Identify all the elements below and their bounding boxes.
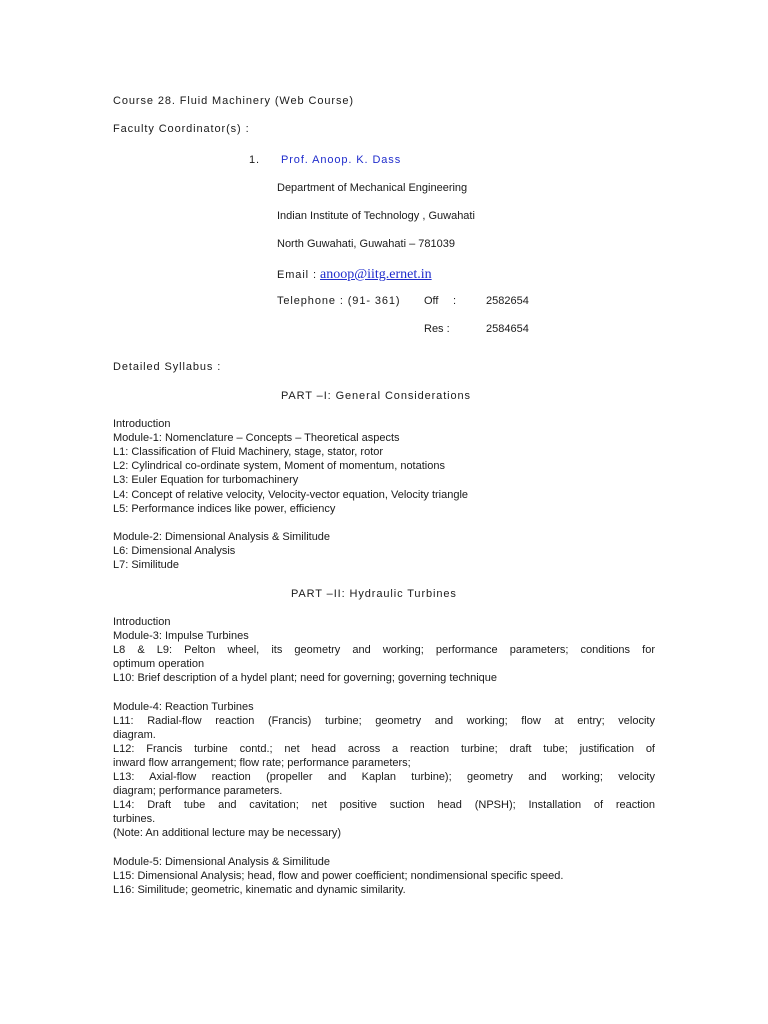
coordinator-department: Department of Mechanical Engineering — [277, 182, 468, 194]
lecture-l13-cont: diagram; performance parameters. — [113, 785, 283, 797]
module-4: Module-4: Reaction Turbines — [113, 701, 254, 713]
module-5: Module-5: Dimensional Analysis & Similitude — [113, 856, 331, 868]
part2-title: PART –II: Hydraulic Turbines — [291, 588, 457, 600]
coordinator-address: North Guwahati, Guwahati – 781039 — [277, 238, 455, 250]
lecture-l7: L7: Similitude — [113, 559, 180, 571]
coordinator-name: Prof. Anoop. K. Dass — [281, 154, 402, 166]
faculty-label: Faculty Coordinator(s) : — [113, 123, 250, 135]
syllabus-label: Detailed Syllabus : — [113, 361, 222, 373]
lecture-l12-cont: inward flow arrangement; flow rate; performance parameters; — [113, 757, 411, 769]
email-row — [277, 268, 432, 282]
off-colon: : — [453, 295, 457, 307]
email-link[interactable]: anoop@iitg.ernet.in — [319, 267, 432, 282]
course-title: Course 28. Fluid Machinery (Web Course) — [113, 95, 354, 107]
lecture-l5: L5: Performance indices like power, efficiency — [113, 503, 336, 515]
res-number: 2584654 — [486, 323, 529, 335]
part1-intro: Introduction — [113, 418, 171, 430]
lecture-l14-cont: turbines. — [113, 813, 156, 825]
module-1: Module-1: Nomenclature – Concepts – Theoretical aspects — [113, 432, 400, 444]
part2-intro: Introduction — [113, 616, 171, 628]
res-label: Res : — [424, 323, 450, 335]
lecture-l10: L10: Brief description of a hydel plant; need for governing; governing technique — [113, 672, 498, 684]
lecture-l1: L1: Classification of Fluid Machinery, stage, stator, rotor — [113, 446, 384, 458]
lecture-l8-l9-cont: optimum operation — [113, 658, 205, 670]
coordinator-number: 1. — [249, 154, 260, 166]
lecture-l4: L4: Concept of relative velocity, Velocity-vector equation, Velocity triangle — [113, 489, 469, 501]
module-2: Module-2: Dimensional Analysis & Similitude — [113, 531, 331, 543]
module-3: Module-3: Impulse Turbines — [113, 630, 249, 642]
lecture-l13: L13: Axial-flow reaction (propeller and Kaplan turbine); geometry and working; velocity — [113, 771, 655, 783]
lecture-l14: L14: Draft tube and cavitation; net positive suction head (NPSH); Installation of reaction — [113, 799, 655, 811]
lecture-l15: L15: Dimensional Analysis; head, flow and power coefficient; nondimensional specific speed. — [113, 870, 564, 882]
lecture-l8-l9: L8 & L9: Pelton wheel, its geometry and working; performance parameters; conditions for — [113, 644, 655, 656]
lecture-l3: L3: Euler Equation for turbomachinery — [113, 474, 299, 486]
telephone-label: Telephone : (91- 361) — [277, 295, 401, 307]
note: (Note: An additional lecture may be necessary) — [113, 827, 342, 839]
off-number: 2582654 — [486, 295, 529, 307]
lecture-l2: L2: Cylindrical co-ordinate system, Moment of momentum, notations — [113, 460, 445, 472]
email-label: Email : — [277, 269, 317, 281]
lecture-l16: L16: Similitude; geometric, kinematic and dynamic similarity. — [113, 884, 406, 896]
lecture-l11-cont: diagram. — [113, 729, 156, 741]
lecture-l6: L6: Dimensional Analysis — [113, 545, 236, 557]
part1-title: PART –I: General Considerations — [281, 390, 471, 402]
coordinator-institute: Indian Institute of Technology , Guwahati — [277, 210, 475, 222]
lecture-l12: L12: Francis turbine contd.; net head across a reaction turbine; draft tube; justification of — [113, 743, 655, 755]
lecture-l11: L11: Radial-flow reaction (Francis) turbine; geometry and working; flow at entry; velocity — [113, 715, 655, 727]
off-label: Off — [424, 295, 439, 307]
